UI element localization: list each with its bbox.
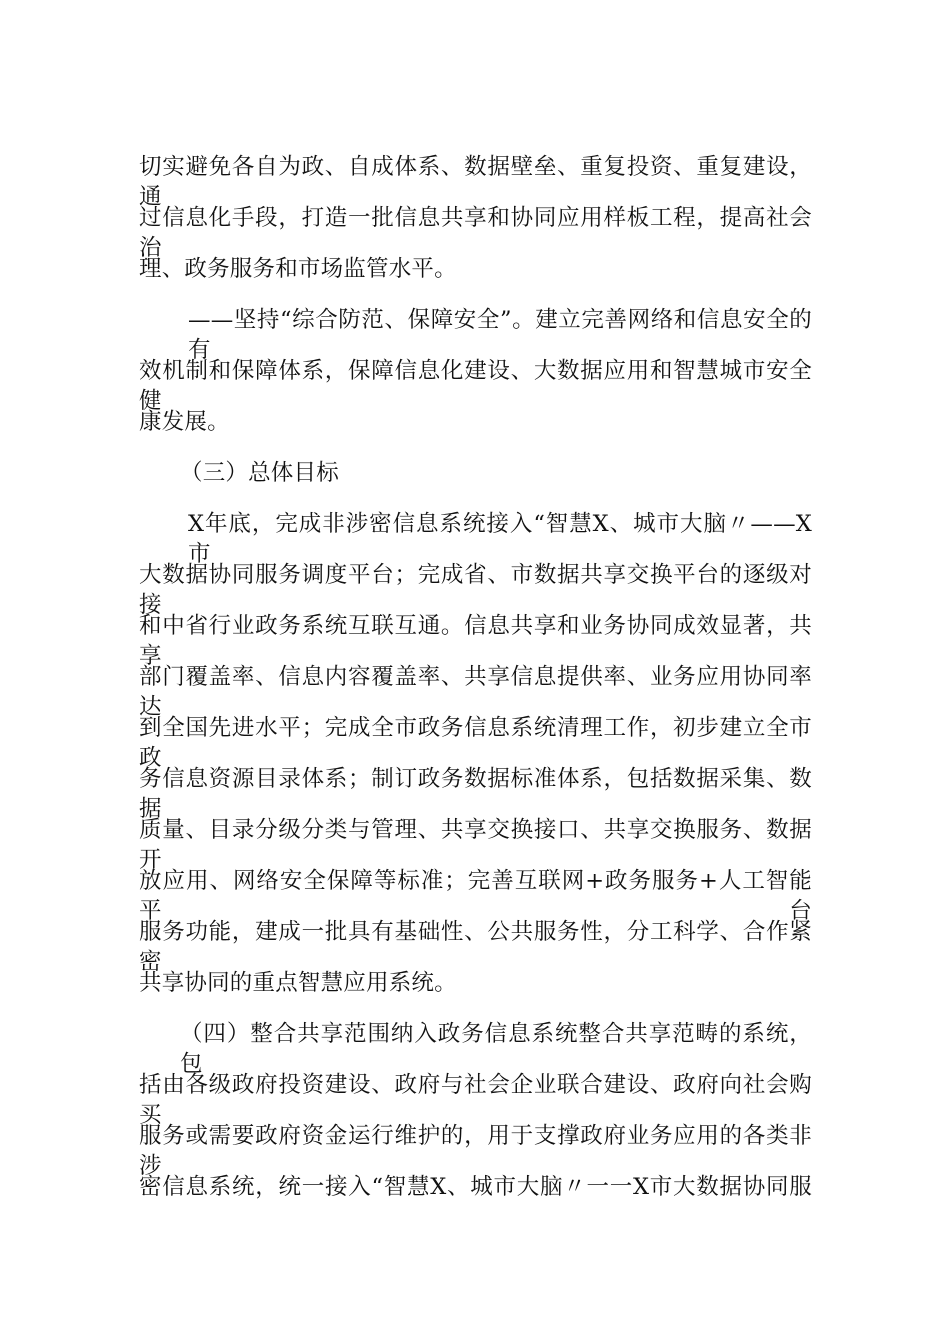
paragraph-line: 理、政务服务和市场监管水平。 bbox=[139, 256, 457, 282]
paragraph-line: 康发展。 bbox=[139, 409, 230, 435]
paragraph-line: 放应用、网络安全保障等标准；完善互联网+政务服务+人工智能平台 bbox=[139, 868, 812, 924]
paragraph-line: 效机制和保障体系，保障信息化建设、大数据应用和智慧城市安全健 bbox=[139, 358, 812, 414]
paragraph-line: （四）整合共享范围纳入政务信息系统整合共享范畴的系统，包 bbox=[180, 1021, 812, 1077]
paragraph-line: 和中省行业政务系统互联互通。信息共享和业务协同成效显著，共享 bbox=[139, 613, 812, 669]
paragraph-line: ——坚持“综合防范、保障安全”。建立完善网络和信息安全的有 bbox=[188, 307, 812, 363]
paragraph-line: 务信息资源目录体系；制订政务数据标准体系，包括数据采集、数据 bbox=[139, 766, 812, 822]
paragraph-line: 部门覆盖率、信息内容覆盖率、共享信息提供率、业务应用协同率达 bbox=[139, 664, 812, 720]
paragraph-line: 到全国先进水平；完成全市政务信息系统清理工作，初步建立全市政 bbox=[139, 715, 812, 771]
paragraph-line: 切实避免各自为政、自成体系、数据壁垒、重复投资、重复建设，通 bbox=[139, 154, 812, 210]
paragraph-line: 服务功能，建成一批具有基础性、公共服务性，分工科学、合作紧密 bbox=[139, 919, 812, 975]
paragraph-line: X年底，完成非涉密信息系统接入“智慧X、城市大脑〃——X市 bbox=[188, 511, 812, 567]
paragraph-line: 服务或需要政府资金运行维护的，用于支撑政府业务应用的各类非涉 bbox=[139, 1123, 812, 1179]
paragraph-line: 质量、目录分级分类与管理、共享交换接口、共享交换服务、数据开 bbox=[139, 817, 812, 873]
paragraph-line: 过信息化手段，打造一批信息共享和协同应用样板工程，提高社会治 bbox=[139, 205, 812, 261]
paragraph-line: 共享协同的重点智慧应用系统。 bbox=[139, 970, 457, 996]
paragraph-line: 括由各级政府投资建设、政府与社会企业联合建设、政府向社会购买 bbox=[139, 1072, 812, 1128]
paragraph-line: 密信息系统，统一接入“智慧X、城市大脑〃一一X市大数据协同服 bbox=[139, 1174, 812, 1200]
paragraph-line: 大数据协同服务调度平台；完成省、市数据共享交换平台的逐级对接 bbox=[139, 562, 812, 618]
section-heading: （三）总体目标 bbox=[180, 460, 339, 486]
